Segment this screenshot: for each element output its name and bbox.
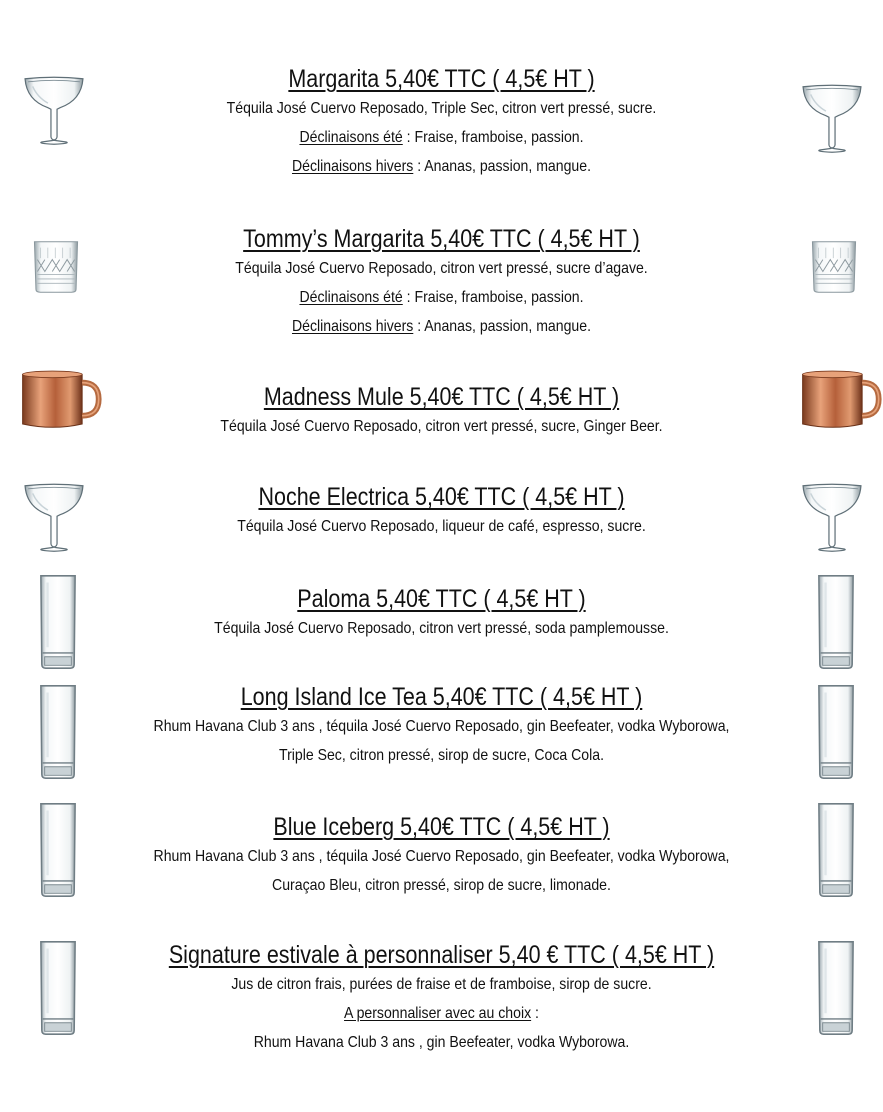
cocktail-item-long-island-ice-tea: [0, 682, 883, 770]
winter-variations-text: : Ananas, passion, mangue.: [413, 318, 591, 335]
summer-variations-text: : Fraise, framboise, passion.: [402, 129, 584, 146]
customize-choice: [53, 999, 830, 1028]
cocktail-title: Margarita 5,40€ TTC ( 4,5€ HT ): [288, 65, 595, 93]
summer-variations: [53, 283, 830, 312]
cocktail-title: Blue Iceberg 5,40€ TTC ( 4,5€ HT ): [273, 813, 610, 841]
cocktail-title: Tommy’s Margarita 5,40€ TTC ( 4,5€ HT ): [243, 225, 640, 253]
cocktail-ingredients: Téquila José Cuervo Reposado, citron vert pressé, sucre, Ginger Beer.: [220, 418, 663, 435]
summer-variations-label: Déclinaisons été: [299, 289, 403, 306]
summer-variations-text: : Fraise, framboise, passion.: [402, 289, 584, 306]
cocktail-ingredients: Téquila José Cuervo Reposado, citron vert pressé, soda pamplemousse.: [214, 620, 669, 637]
winter-variations-label: Déclinaisons hivers: [291, 318, 414, 335]
cocktail-item-signature-estivale: [0, 940, 883, 1057]
cocktail-ingredients: Téquila José Cuervo Reposado, Triple Sec, citron vert pressé, sucre.: [226, 100, 657, 117]
winter-variations-text: : Ananas, passion, mangue.: [413, 158, 591, 175]
cocktail-item-tommys-margarita: [0, 224, 883, 341]
cocktail-ingredients-line-2: Triple Sec, citron pressé, sirop de sucre, Coca Cola.: [278, 747, 605, 764]
cocktail-title: Noche Electrica 5,40€ TTC ( 4,5€ HT ): [258, 483, 625, 511]
cocktail-ingredients: Téquila José Cuervo Reposado, citron vert pressé, sucre d’agave.: [235, 260, 648, 277]
cocktail-item-blue-iceberg: [0, 812, 883, 900]
customize-choice-text: :: [531, 1005, 539, 1022]
spirits-choice: Rhum Havana Club 3 ans , gin Beefeater, vodka Wyborowa.: [253, 1034, 630, 1051]
cocktail-item-margarita: [0, 64, 883, 181]
winter-variations: [53, 312, 830, 341]
cocktail-ingredients: Jus de citron frais, purées de fraise et de framboise, sirop de sucre.: [231, 976, 652, 993]
cocktail-title: Paloma 5,40€ TTC ( 4,5€ HT ): [297, 585, 586, 613]
cocktail-ingredients-line-1: Rhum Havana Club 3 ans , téquila José Cuervo Reposado, gin Beefeater, vodka Wyborowa,: [153, 718, 730, 735]
cocktail-title: Long Island Ice Tea 5,40€ TTC ( 4,5€ HT ): [240, 683, 643, 711]
winter-variations: [53, 152, 830, 181]
customize-choice-label: A personnaliser avec au choix: [344, 1005, 532, 1022]
cocktail-item-paloma: [0, 584, 883, 643]
summer-variations: [53, 123, 830, 152]
winter-variations-label: Déclinaisons hivers: [291, 158, 414, 175]
cocktail-ingredients: Téquila José Cuervo Reposado, liqueur de café, espresso, sucre.: [237, 518, 646, 535]
cocktail-ingredients-line-2: Curaçao Bleu, citron pressé, sirop de sucre, limonade.: [272, 877, 611, 894]
cocktail-ingredients-line-1: Rhum Havana Club 3 ans , téquila José Cuervo Reposado, gin Beefeater, vodka Wyborowa,: [153, 848, 730, 865]
cocktail-title: Madness Mule 5,40€ TTC ( 4,5€ HT ): [263, 383, 620, 411]
cocktail-item-madness-mule: [0, 382, 883, 441]
summer-variations-label: Déclinaisons été: [299, 129, 403, 146]
cocktail-item-noche-electrica: [0, 482, 883, 541]
cocktail-title: Signature estivale à personnaliser 5,40 € TTC ( 4,5€ HT ): [168, 941, 715, 969]
